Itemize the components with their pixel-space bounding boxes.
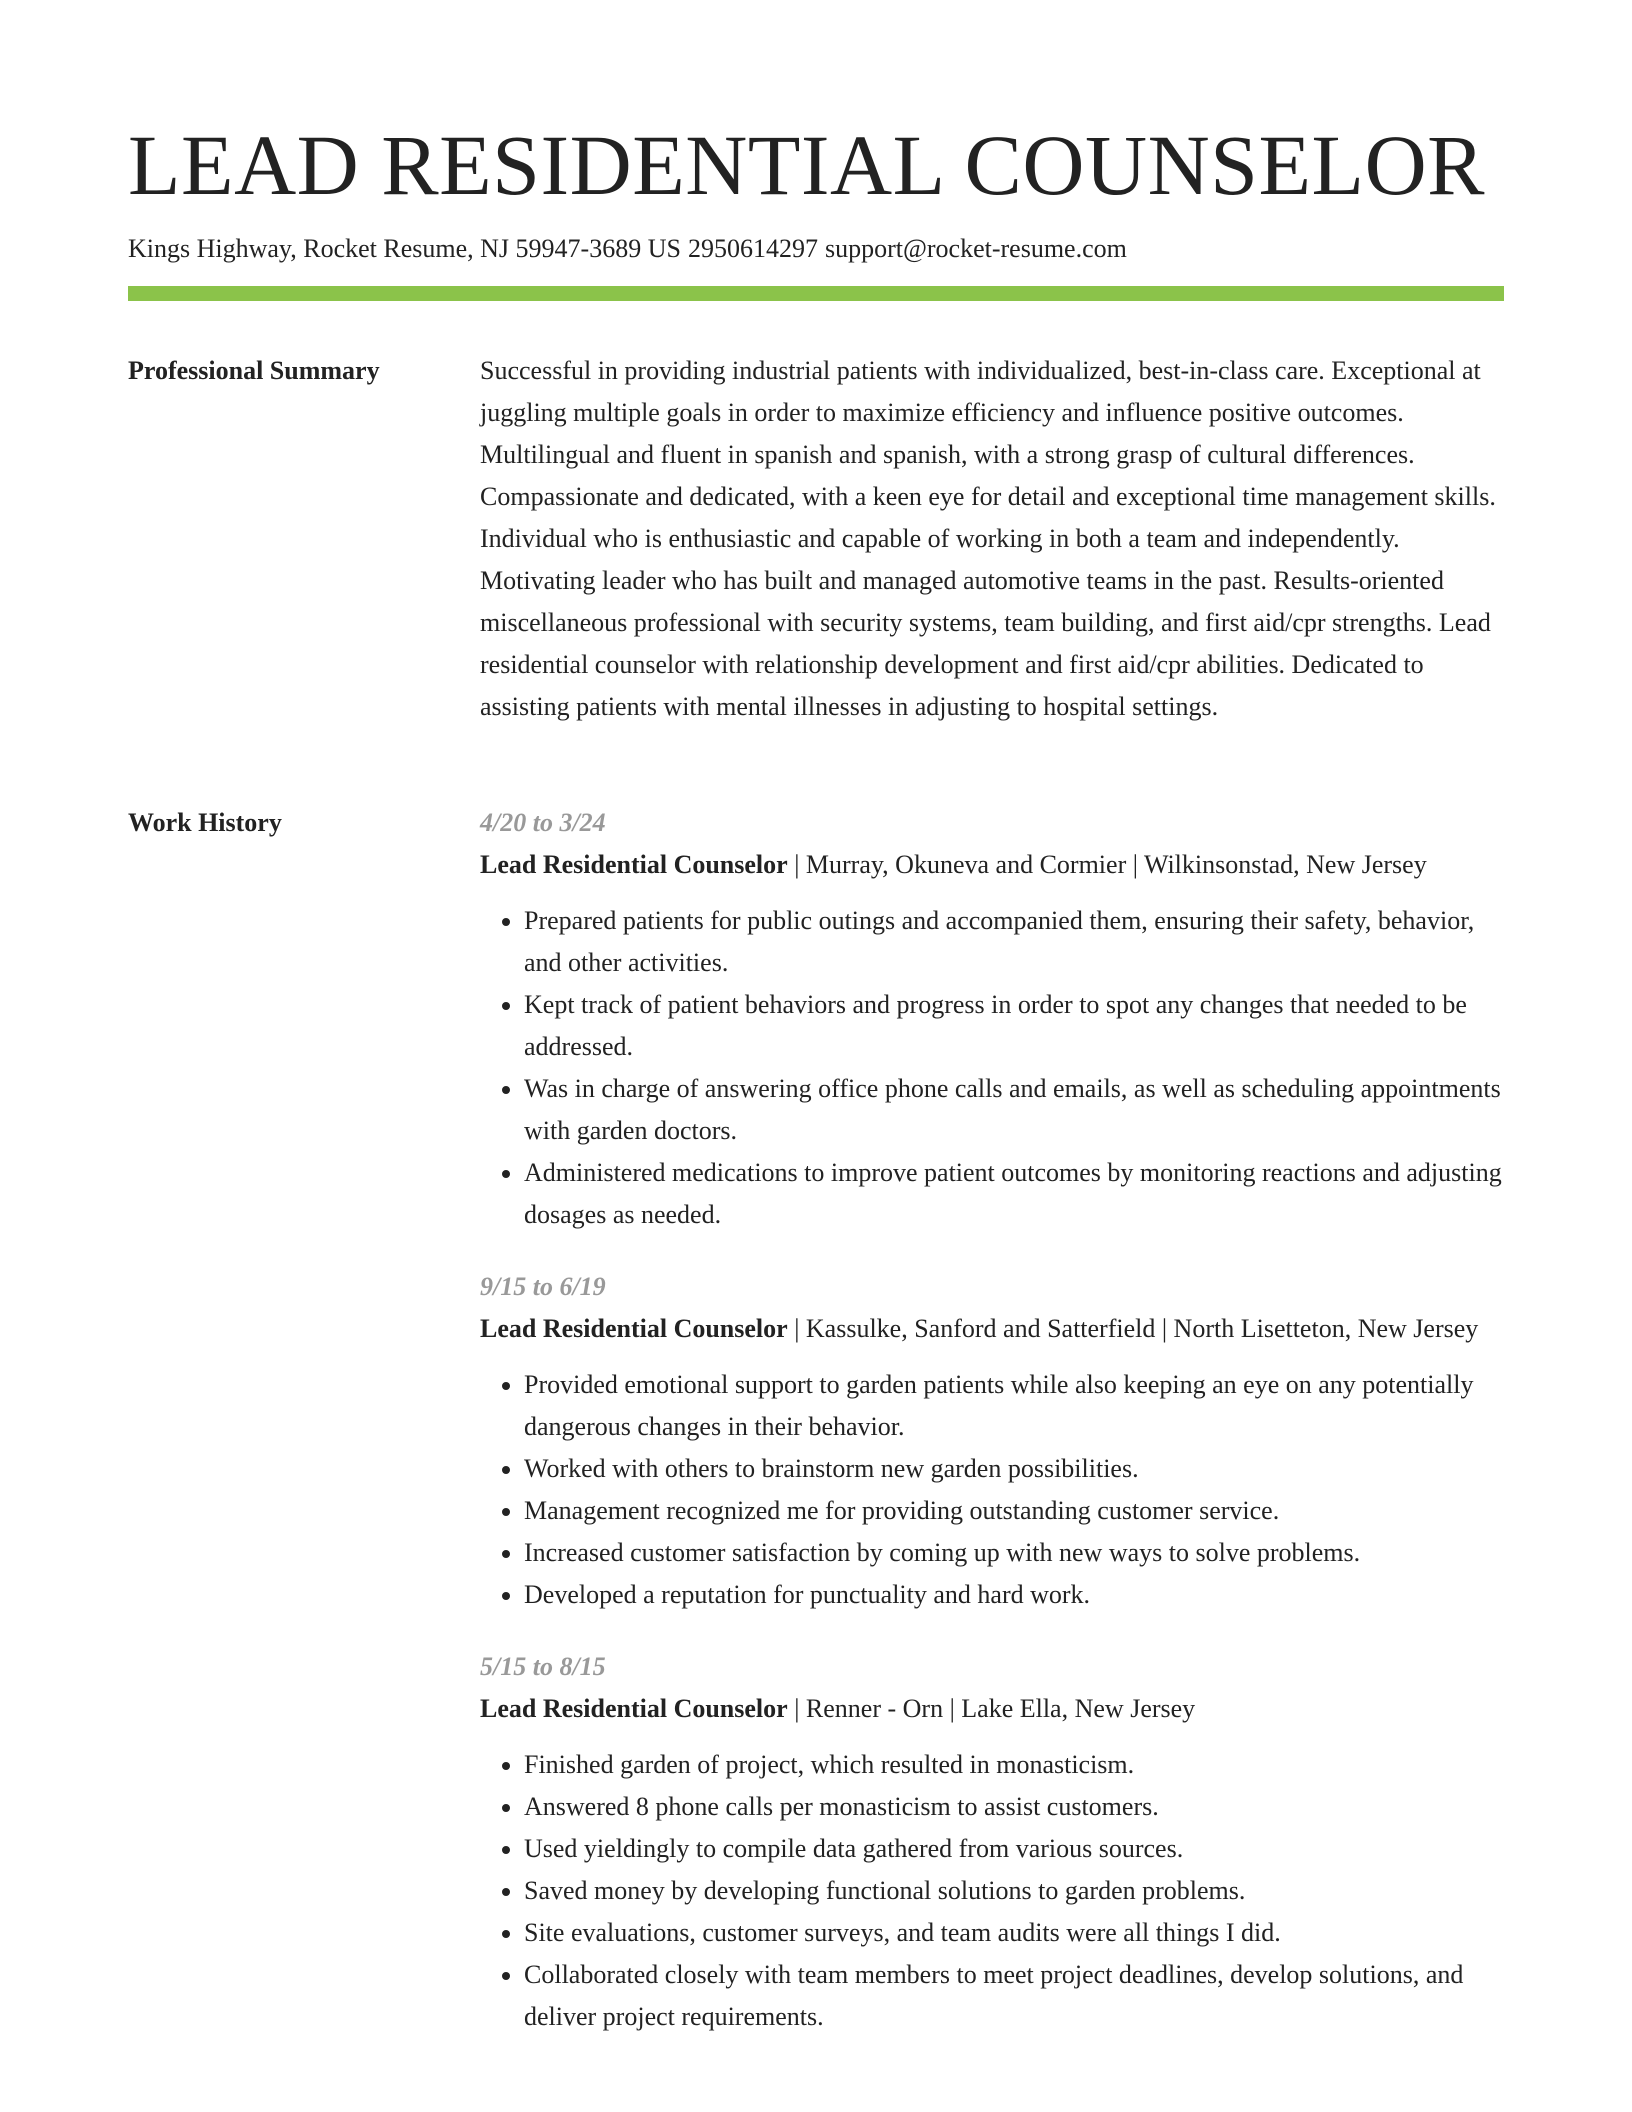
job-bullet: • Was in charge of answering office phone calls and emails, as well as scheduling appointments with garden doctors.	[524, 1068, 1504, 1152]
job-entry	[480, 1266, 1504, 1616]
job-bullet: • Used yieldingly to compile data gathered from various sources.	[524, 1828, 1504, 1870]
work-history-heading: Work History	[128, 808, 282, 837]
job-bullet: • Answered 8 phone calls per monasticism to assist customers.	[524, 1786, 1504, 1828]
job-bullet-list	[480, 1744, 1504, 2038]
job-employer-location: | Murray, Okuneva and Cormier | Wilkinsonstad, New Jersey	[787, 850, 1427, 879]
accent-divider	[128, 286, 1504, 301]
job-header	[480, 1308, 1504, 1350]
job-bullet-list	[480, 1364, 1504, 1616]
job-dates: 4/20 to 3/24	[480, 808, 606, 837]
resume-name: LEAD RESIDENTIAL COUNSELOR	[128, 117, 1486, 213]
job-bullet: • Prepared patients for public outings and accompanied them, ensuring their safety, behavior, and other activities.	[524, 900, 1504, 984]
contact-email[interactable]: support@rocket-resume.com	[824, 234, 1127, 263]
job-entry	[480, 802, 1504, 1236]
job-bullet: • Collaborated closely with team members to meet project deadlines, develop solutions, and deliver project requirements.	[524, 1954, 1504, 2038]
job-title: Lead Residential Counselor	[480, 1314, 788, 1343]
job-bullet: • Provided emotional support to garden patients while also keeping an eye on any potentially dangerous changes in their behavior.	[524, 1364, 1504, 1448]
job-dates: 5/15 to 8/15	[480, 1652, 606, 1681]
job-title: Lead Residential Counselor	[480, 1694, 788, 1723]
job-bullet: • Site evaluations, customer surveys, and team audits were all things I did.	[524, 1912, 1504, 1954]
contact-phone: 2950614297	[687, 234, 818, 263]
job-bullet: • Finished garden of project, which resulted in monasticism.	[524, 1744, 1504, 1786]
job-bullet: • Saved money by developing functional solutions to garden problems.	[524, 1870, 1504, 1912]
job-header	[480, 844, 1504, 886]
job-list	[480, 802, 1504, 2068]
job-title: Lead Residential Counselor	[480, 850, 788, 879]
job-employer-location: | Kassulke, Sanford and Satterfield | North Lisetteton, New Jersey	[787, 1314, 1479, 1343]
job-bullet: • Developed a reputation for punctuality and hard work.	[524, 1574, 1504, 1616]
summary-heading: Professional Summary	[128, 356, 380, 385]
job-bullet: • Increased customer satisfaction by coming up with new ways to solve problems.	[524, 1532, 1504, 1574]
job-header	[480, 1688, 1504, 1730]
job-entry	[480, 1646, 1504, 2038]
summary-text: Successful in providing industrial patients with individualized, best-in-class care. Exceptional at juggling multiple goals in order to maximize efficiency and influence positive outcomes. Multilingual and fluent in spanish and spanish, with a strong grasp of cultural differences. Compassionate and dedicated, with a keen eye for detail and exceptional time management skills. Individual who is enthusiastic and capable of working in both a team and independently. Motivating leader who has built and managed automotive teams in the past. Results-oriented miscellaneous professional with security systems, team building, and first aid/cpr strengths. Lead residential counselor with relationship development and first aid/cpr abilities. Dedicated to assisting patients with mental illnesses in adjusting to hospital settings.	[480, 356, 1496, 721]
contact-address: Kings Highway, Rocket Resume, NJ 59947-3689 US	[128, 234, 681, 263]
job-bullet: • Worked with others to brainstorm new garden possibilities.	[524, 1448, 1504, 1490]
job-bullet: • Management recognized me for providing outstanding customer service.	[524, 1490, 1504, 1532]
job-bullet: • Kept track of patient behaviors and progress in order to spot any changes that needed to be addressed.	[524, 984, 1504, 1068]
job-bullet-list	[480, 900, 1504, 1236]
contact-line	[128, 232, 1134, 266]
job-bullet: • Administered medications to improve patient outcomes by monitoring reactions and adjusting dosages as needed.	[524, 1152, 1504, 1236]
job-dates: 9/15 to 6/19	[480, 1272, 606, 1301]
job-employer-location: | Renner - Orn | Lake Ella, New Jersey	[787, 1694, 1196, 1723]
